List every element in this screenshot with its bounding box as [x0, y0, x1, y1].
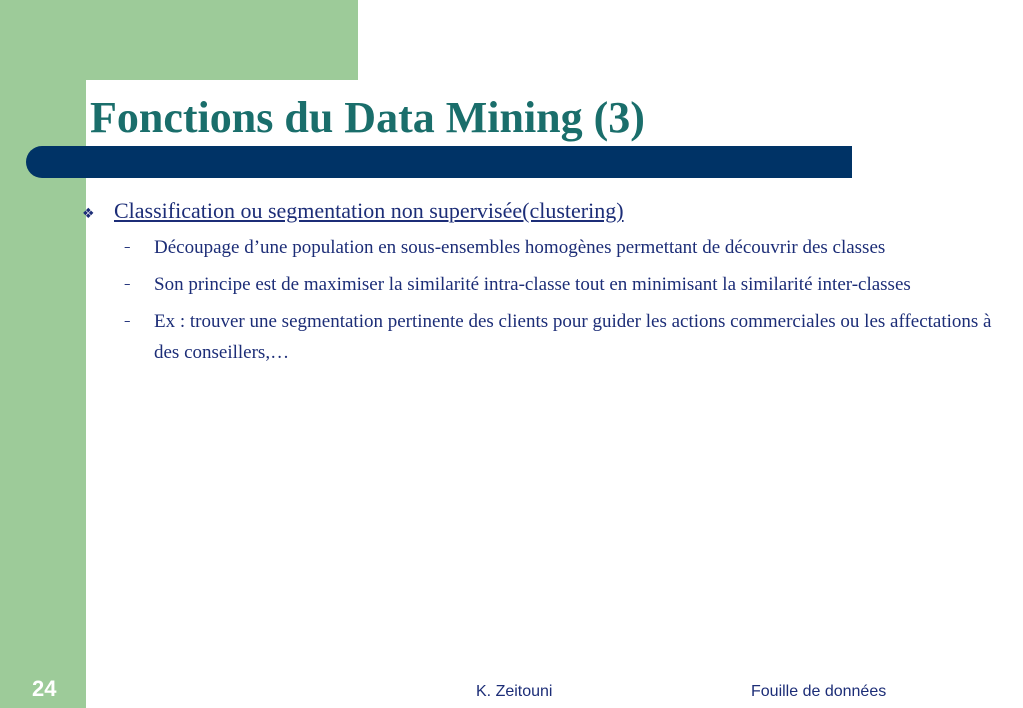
slide-body: [82, 196, 1007, 368]
sub-item: [124, 232, 1007, 263]
title-underline-bar: [26, 146, 852, 178]
top-decor-band: [0, 0, 358, 80]
slide-title: Fonctions du Data Mining (3): [90, 93, 645, 142]
left-decor-band: [0, 0, 86, 708]
dash-marker: –: [124, 240, 131, 255]
sub-item: [124, 269, 1007, 300]
sub-item-text: Découpage d’une population en sous-ensembles homogènes permettant de découvrir des classes: [154, 237, 886, 258]
footer-author: K. Zeitouni: [476, 683, 553, 700]
page-number: 24: [32, 676, 57, 701]
bullet-item: [82, 196, 1007, 226]
footer-course: Fouille de données: [751, 683, 887, 700]
sub-item-text: Son principe est de maximiser la similarité intra-classe tout en minimisant la similarité inter-classes: [154, 274, 911, 295]
diamond-bullet-icon: ❖: [82, 206, 95, 222]
dash-marker: –: [124, 277, 131, 292]
bullet-text-link[interactable]: Classification ou segmentation non supervisée(clustering): [114, 198, 624, 223]
dash-marker: –: [124, 314, 131, 329]
sub-item: [124, 306, 1007, 368]
sub-item-text: Ex : trouver une segmentation pertinente des clients pour guider les actions commerciales ou les affectations à des conseillers,…: [154, 311, 992, 363]
